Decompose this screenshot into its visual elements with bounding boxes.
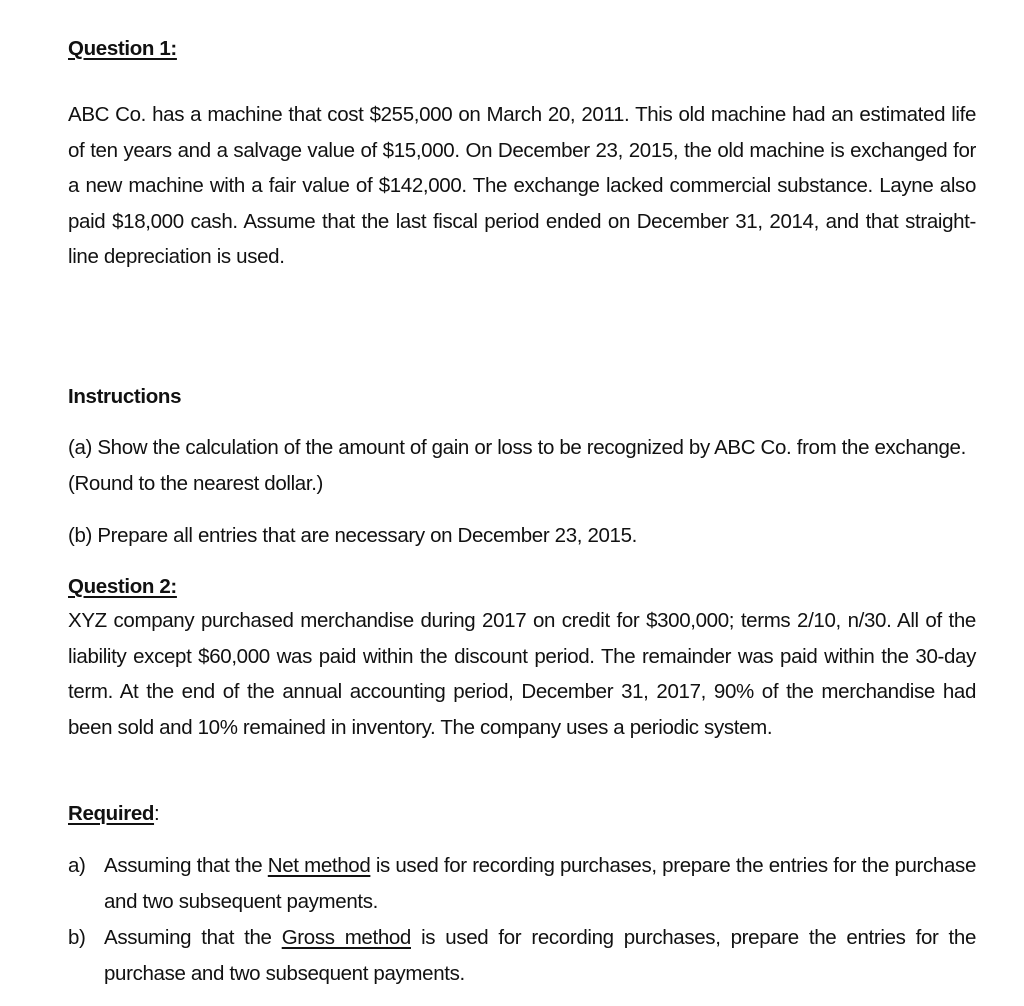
required-item-b	[68, 920, 976, 991]
text-segment: Assuming that the	[104, 926, 282, 949]
required-item-a	[68, 848, 976, 919]
list-marker: a)	[68, 854, 86, 877]
required-heading-line	[68, 796, 976, 832]
list-marker: b)	[68, 926, 86, 949]
instruction-item-b: (b) Prepare all entries that are necessary on December 23, 2015.	[68, 524, 637, 547]
instructions-heading: Instructions	[68, 385, 182, 408]
instruction-item-a: (a) Show the calculation of the amount of gain or loss to be recognized by ABC Co. from the exchange. (Round to the nearest dollar.)	[68, 436, 966, 495]
question-2-paragraph: XYZ company purchased merchandise during 2017 on credit for $300,000; terms 2/10, n/30. All of the liability except $60,000 was paid within the discount period. The remainder was paid within the 30-day term. At the end of the annual accounting period, December 31, 2017, 90% of the merchandise had been sold and 10% remained in inventory. The company uses a periodic system.	[68, 609, 976, 739]
required-item-text	[104, 848, 976, 919]
net-method-emphasis: Net method	[267, 854, 371, 877]
text-segment: is used for recording purchases, prepare the entries for the purchase and two subsequent payments.	[104, 854, 976, 913]
required-item-text	[104, 920, 976, 991]
required-colon: :	[154, 802, 160, 825]
text-segment: Assuming that the	[104, 854, 268, 877]
question-1-heading: Question 1:	[68, 37, 177, 60]
question-1-paragraph: ABC Co. has a machine that cost $255,000 on March 20, 2011. This old machine had an estimated life of ten years and a salvage value of $15,000. On December 23, 2015, the old machine is exchanged for a new machine with a fair value of $142,000. The exchange lacked commercial substance. Layne also paid $18,000 cash. Assume that the last fiscal period ended on December 31, 2014, and that straight-line depreciation is used.	[68, 103, 976, 268]
question-2-heading: Question 2:	[68, 575, 177, 598]
required-heading: Required	[68, 802, 155, 825]
gross-method-emphasis: Gross method	[281, 926, 411, 949]
text-segment: is used for recording purchases, prepare the entries for the purchase and two subsequent payments.	[104, 926, 977, 985]
